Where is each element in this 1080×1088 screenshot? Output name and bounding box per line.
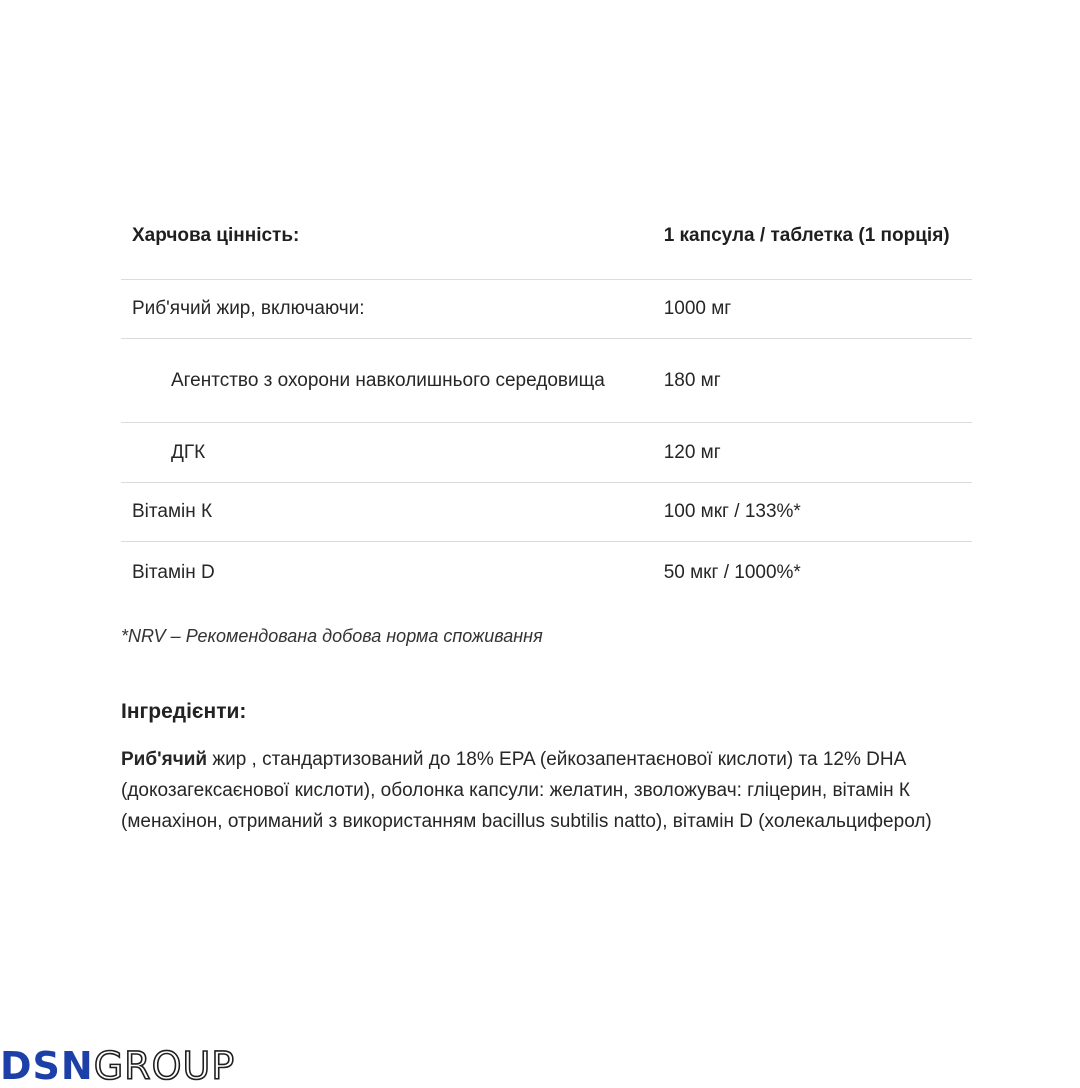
table-row xyxy=(121,482,972,541)
logo-group: GROUP xyxy=(93,1044,236,1088)
table-row xyxy=(121,279,972,338)
ingredient-fish-oil: Риб'ячий xyxy=(121,749,208,770)
row-name: Агентство з охорони навколишнього середовища xyxy=(121,338,653,422)
row-name: Риб'ячий жир, включаючи: xyxy=(121,279,653,338)
row-value: 50 мкг / 1000%* xyxy=(663,561,801,583)
table-row xyxy=(121,338,972,422)
ingredient-text-part: жир , стандартизований до xyxy=(207,749,456,770)
row-value: 120 мг xyxy=(653,422,972,482)
ingredient-bacillus: bacillus subtilis natto xyxy=(481,811,656,832)
logo-dsn: DSN xyxy=(0,1044,94,1088)
row-name: Вітамін D xyxy=(132,561,215,583)
nrv-footnote: *NRV – Рекомендована добова норма споживання xyxy=(121,626,543,646)
ingredient-text-part: (докозагексаєнової кислоти), оболонка капсули: желатин, зволожувач: гліцерин, вітамін К (менахінон, отриманий з використанням xyxy=(121,780,910,832)
header-name: Харчова цінність: xyxy=(121,194,653,279)
table-row xyxy=(121,541,972,603)
row-name: Вітамін К xyxy=(121,482,653,541)
table-header-row xyxy=(121,194,972,279)
row-value: 100 мкг / 133%* xyxy=(653,482,972,541)
ingredient-dha-percent: 12% DHA xyxy=(822,749,906,770)
header-value: 1 капсула / таблетка (1 порція) xyxy=(653,194,972,279)
row-value: 1000 мг xyxy=(653,279,972,338)
row-name: ДГК xyxy=(121,422,653,482)
ingredients-title: Інгредієнти: xyxy=(121,700,247,723)
ingredient-text-part: EPA (ейкозапентаєнової кислоти) та xyxy=(499,749,823,770)
table-row xyxy=(121,422,972,482)
ingredient-text-part: ), вітамін D (холекальциферол) xyxy=(655,811,932,832)
nutrition-table xyxy=(121,194,972,603)
dsngroup-logo xyxy=(0,1046,235,1086)
ingredient-epa-percent: 18% xyxy=(455,749,500,770)
ingredients-text xyxy=(121,744,961,837)
row-value: 180 мг xyxy=(653,338,972,422)
